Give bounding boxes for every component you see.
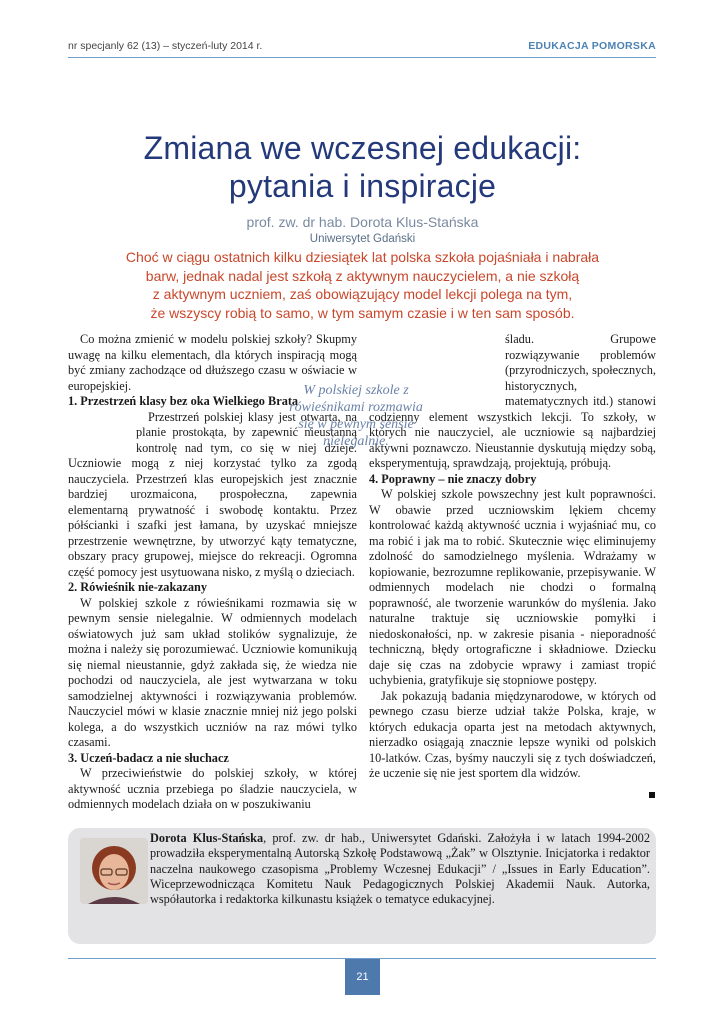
- section-heading-2: 2. Rówieśnik nie-zakazany: [68, 580, 208, 594]
- lead-line: z aktywnym uczniem, zaś obowiązujący model lekcji polega na tym,: [152, 286, 573, 302]
- section-4-paragraph: W polskiej szkole powszechny jest kult poprawności. W obawie przed uczniowskim lękiem chcemy kontrolować każdą aktywność ucznia i wyjaśniać mu, co ma robić i jak ma to robić. Skutecznie więc eliminujemy zdolność do samodzielnego myślenia. Wdrażamy w kopiowanie, bezrozumne replikowanie, przepisywanie. W odmiennych modelach nie chodzi o formalną poprawność, ale tworzenie warunków do myślenia. Jako naturalne traktuje się uczniowskie pomyłki i niedoskonałości, np. w zakresie pisania - nieporadność techniczną, błędy ortograficzne i składniowe. Dziecku daje się czas na zdobycie wprawy i zamiast tropić uchybienia, gratyfikuje się stopniowe postępy.: [369, 487, 656, 687]
- end-of-article-mark: [649, 792, 655, 798]
- section-heading-1: 1. Przestrzeń klasy bez oka Wielkiego Brata: [68, 394, 299, 408]
- lead-line: że wszyscy robią to samo, w tym samym czasie i w ten sam sposób.: [150, 304, 575, 321]
- section-3-continuation: śladu. Grupowe rozwiązywanie problemów (przyrodniczych, społecznych, historycznych, matematycznych itd.) stanowi codzienny element wszystkich lekcji. To szkoły, w których nie nauczyciel, ale uczniowie są najbardziej aktywni poznawczo. Nieustannie dyskutują między sobą, eksperymentują, sprawdzają, projektują, próbują.: [369, 332, 656, 470]
- bio-description: , prof. zw. dr hab., Uniwersytet Gdański. Założyła i w latach 1994-2002 prowadziła eksperymentalną Autorską Szkołę Podstawową „Żak” w Olsztynie. Inicjatorka i redaktor naczelna naukowego czasopisma „Problemy Wczesnej Edukacji” / „Issues in Early Education”. Wiceprzewodnicząca Komitetu Nauk Pedagogicznych Polskiej Akademii Nauk. Autorka, współautorka i redaktorka kilkunastu książek o tematyce edukacyjnej.: [150, 831, 650, 907]
- section-1-paragraph: Przestrzeń polskiej klasy jest otwarta, na planie prostokąta, by zapewnić nieustanną kontrolę nad tym, co się w niej dzieje. Uczniowie mogą z niej korzystać tylko za zgodą nauczyciela. Przestrzeń klas europejskich jest znacznie bardziej urozmaicona, prospołeczna, zapewnia elementarną prywatność i swobodę kontaktu. Przez półścianki i szafki jest łamana, by uzyskać mniejsze przestrzenie wewnętrzne, by utworzyć kąty tematyczne, obszary pracy grupowej, miejsce do rekreacji. Ogromna część pomocy jest usytuowana nisko, z myślą o dzieciach.: [68, 409, 357, 579]
- page-number: 21: [345, 959, 380, 995]
- author-bio: [150, 831, 650, 907]
- intro-paragraph: Co można zmienić w modelu polskiej szkoły? Skupmy uwagę na kilku elementach, dla których inspiracją mogą być zmiany zachodzące od dłuższego czasu w oświacie w europejskiej.: [68, 332, 357, 393]
- article-author: prof. zw. dr hab. Dorota Klus-Stańska: [246, 214, 479, 230]
- lead-line: barw, jednak nadal jest szkołą z aktywnym nauczycielem, a nie szkołą: [145, 267, 580, 284]
- section-heading-4: 4. Poprawny – nie znaczy dobry: [369, 471, 537, 486]
- article-title-line-2: pytania i inspiracje: [228, 168, 497, 204]
- author-affiliation: Uniwersytet Gdański: [309, 233, 416, 245]
- article-title-line-1: Zmiana we wczesnej edukacji:: [143, 130, 582, 166]
- lead-line: Choć w ciągu ostatnich kilku dziesiątek lat polska szkoła pojaśniała i nabrała: [125, 249, 600, 265]
- section-2-paragraph: W polskiej szkole z rówieśnikami rozmawia się w pewnym sensie nielegalnie. W odmiennych modelach oświatowych już sam układ stolików sygnalizuje, że można i należy się porozumiewać. Uczniowie komunikują się niemal nieustannie, gdyż zakłada się, że wiedza nie pochodzi od nauczyciela, ale jest wytwarzana w toku samodzielnej aktywności i rozwiązywania problemów. Nauczyciel mówi w klasie znacznie mniej niż jego polski kolega, a do wszystkich uczniów na raz mówi tylko czasami.: [68, 595, 357, 749]
- journal-name: EDUKACJA POMORSKA: [528, 40, 656, 52]
- section-heading-3: 3. Uczeń-badacz a nie słuchacz: [68, 750, 229, 765]
- closing-paragraph: Jak pokazują badania międzynarodowe, w których od pewnego czasu bierze udział także Polska, kraje, w których edukacja oparta jest na metodach aktywnych, nierzadko osiągają znacznie lepsze wyniki od polskich 10-latków. Czas, byśmy nauczyli się z tych doświadczeń, że uczenie się nie jest sportem dla widzów.: [369, 688, 656, 780]
- author-photo: [80, 838, 148, 904]
- bio-author-name: Dorota Klus-Stańska: [150, 831, 264, 845]
- section-3-paragraph: W przeciwieństwie do polskiej szkoły, w której aktywność ucznia przebiega po śladzie nauczyciela, w odmiennych modelach działa on w poszukiwaniu: [68, 766, 357, 811]
- pull-quote: W polskiej szkole z rówieśnikami rozmawia się w pewnym sensie nielegalnie.: [289, 383, 423, 449]
- article-lead: [90, 248, 635, 322]
- header-rule: [68, 57, 656, 58]
- issue-info: nr specjanly 62 (13) – styczeń-luty 2014 r.: [68, 40, 263, 52]
